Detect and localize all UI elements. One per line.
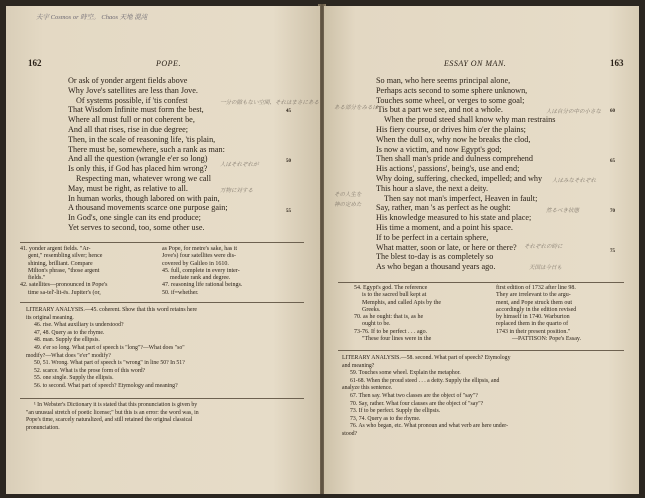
- right-literary-analysis: [342, 355, 510, 439]
- right-notes-col1: [354, 285, 441, 343]
- note-line: gent," resembling silver; hence: [28, 253, 103, 260]
- note-line: ment, and Pope struck them out: [496, 299, 572, 306]
- line-number: 75: [610, 249, 615, 254]
- verse-line: Say, rather, man 's as perfect as he ought:: [376, 203, 511, 213]
- analysis-line: 52. scarce. What is the prose form of this word?: [34, 367, 146, 374]
- note-line: time sa-tel'-lit-ës. Jupiter's (or,: [28, 289, 101, 296]
- analysis-line: 48. man. Supply the ellipsis.: [34, 337, 100, 344]
- note-line: Milton's phrase, "those argent: [28, 267, 100, 274]
- note-line: covered by Galileo in 1610.: [162, 260, 229, 267]
- verse-line: Respecting man, whatever wrong we call: [76, 173, 212, 183]
- margin-pencil-note: 神の定めた: [334, 202, 362, 208]
- verse-line: Why Jove's satellites are less than Jove.: [68, 85, 198, 95]
- footnote-line: ¹ In Webster's Dictionary it is stated that this pronunciation is given by: [34, 402, 198, 408]
- note-line: 45. full, complete in every inter-: [162, 267, 240, 274]
- right-running-head: ESSAY ON MAN.: [444, 59, 507, 68]
- line-number: 50: [286, 159, 291, 164]
- verse-line: Yet serves to second, too, some other use.: [68, 222, 205, 232]
- margin-pencil-note: それぞれの時に: [524, 244, 563, 250]
- verse-line: So man, who here seems principal alone,: [376, 76, 511, 85]
- line-number: 55: [286, 209, 291, 214]
- note-line: by himself in 1740. Warburton: [496, 314, 570, 321]
- line-number: 45: [286, 109, 291, 114]
- note-line: shining, brilliant. Compare: [28, 260, 93, 267]
- analysis-line: 55. one single. Supply the ellipsis.: [34, 375, 114, 382]
- verse-line: Is now a victim, and now Egypt's god;: [376, 144, 502, 154]
- top-pencil-annotation: 夫宇 Cosmos or 時空。 Chaos 天地 混沌: [36, 14, 148, 21]
- analysis-line: 67. Then say. What two classes are the object of "say"?: [350, 392, 478, 399]
- note-line: 41. yonder argent fields. "Ar-: [20, 246, 91, 252]
- divider: [20, 398, 304, 399]
- note-line: 54. Egypt's god. The reference: [354, 285, 428, 291]
- left-footnote: [26, 402, 199, 432]
- verse-line: His actions', passions', being's, use and end;: [376, 164, 520, 174]
- verse-line: Touches some wheel, or verges to some goal;: [376, 95, 525, 105]
- footnote-line: pronunciation.: [26, 424, 60, 431]
- left-literary-analysis: [26, 307, 197, 391]
- margin-pencil-note: 一分の隙もない空間、それはまさにある: [220, 100, 320, 106]
- analysis-line: 70. Say, rather. What four clauses are the object of "say"?: [350, 400, 484, 407]
- margin-pencil-note: ある部分をみるは: [334, 105, 379, 111]
- verse-line: His fiery course, or drives him o'er the plains;: [376, 124, 526, 134]
- left-running-head: POPE.: [156, 59, 181, 68]
- left-verse-block: [68, 76, 228, 233]
- analysis-line: 56. to second. What part of speech? Etymology and meaning?: [34, 382, 178, 389]
- verse-line: The blest to-day is as completely so: [376, 252, 494, 262]
- left-notes-col2: [162, 246, 242, 297]
- analysis-line: 73. If to be perfect. Supply the ellipsis.: [350, 408, 441, 415]
- line-number: 60: [610, 109, 615, 114]
- note-line: 42. satellites—pronounced in Pope's: [20, 282, 108, 289]
- verse-line: In God's, one single can its end produce;: [68, 213, 201, 223]
- verse-line: Why doing, suffering, checked, impelled; and why: [376, 173, 543, 183]
- divider: [20, 302, 304, 303]
- note-line: Memphis, and called Apis by the: [362, 299, 441, 306]
- footnote-line: Pope's time, scarcely naturalized, and still retained the original classical: [26, 417, 193, 424]
- right-page: [324, 6, 639, 494]
- footnote-line: "an unusual stretch of poetic license;" but this is an error: the word was, in: [26, 409, 199, 416]
- divider: [338, 282, 624, 283]
- note-line: Jove's) four satellites were dis-: [162, 253, 237, 260]
- analysis-line: LITERARY ANALYSIS.—58. second. What part of speech? Etymology: [342, 355, 511, 361]
- note-line: 73-76. If to be perfect . . . ago.: [354, 328, 428, 335]
- verse-line: Is only this, if God has placed him wrong?: [68, 164, 208, 174]
- verse-line: This hour a slave, the next a deity.: [376, 183, 489, 193]
- verse-line: What matter, soon or late, or here or there?: [376, 242, 517, 252]
- analysis-line: 59. Touches some wheel. Explain the metaphor.: [350, 370, 461, 377]
- verse-line: His time a moment, and a point his space.: [376, 222, 513, 232]
- note-line: accordingly in the edition revised: [496, 306, 577, 313]
- analysis-line: 49. e'er so long. What part of speech is "long"?—What does "so": [34, 344, 185, 351]
- margin-pencil-note: 天国は今日も: [529, 265, 563, 271]
- verse-line: In human works, though labored on with pain,: [68, 193, 220, 203]
- note-line: is to the sacred bull kept at: [362, 292, 427, 299]
- left-notes-col1: [20, 246, 107, 297]
- margin-pencil-note: 人は自分の中の小さな: [546, 109, 602, 115]
- note-line: —PATTISON: Pope's Essay.: [512, 336, 581, 343]
- analysis-line: stood?: [342, 430, 358, 437]
- left-page-number: 162: [28, 58, 42, 68]
- divider: [338, 350, 624, 351]
- analysis-line: 46. rise. What auxiliary is understood?: [34, 322, 124, 329]
- verse-line: A thousand movements scarce one purpose gain;: [68, 203, 228, 213]
- verse-line: 'Tis but a part we see, and not a whole.: [376, 105, 503, 115]
- analysis-line: 73, 74. Query as to the rhyme.: [350, 415, 421, 422]
- note-line: 70. as he ought: that is, as he: [354, 314, 424, 321]
- verse-line: Perhaps acts second to some sphere unknown,: [376, 85, 528, 95]
- line-number: 70: [610, 209, 615, 214]
- verse-line: If to be perfect in a certain sphere,: [376, 232, 489, 242]
- analysis-line: its original meaning.: [26, 314, 74, 321]
- note-line: 1743 in their present position.": [496, 328, 571, 335]
- verse-line: His knowledge measured to his state and place;: [376, 213, 532, 223]
- note-line: mediate rank and degree.: [170, 275, 231, 282]
- analysis-line: modify?—What does "e'er" modify?: [26, 352, 111, 359]
- verse-line: Or ask of yonder argent fields above: [68, 76, 188, 85]
- right-notes-col2: [496, 285, 581, 343]
- analysis-line: 76. As who began, etc. What pronoun and what verb are here under-: [350, 423, 509, 430]
- note-line: replaced them in the quarto of: [496, 321, 569, 328]
- verse-line: Then, in the scale of reasoning life, 'tis plain,: [68, 134, 216, 144]
- verse-line: As who began a thousand years ago.: [376, 262, 496, 272]
- verse-line: And all the question (wrangle e'er so long): [68, 154, 208, 164]
- analysis-line: 47, 48. Query as to the rhyme.: [34, 329, 105, 336]
- verse-line: That Wisdom Infinite must form the best,: [68, 105, 204, 115]
- note-line: 47. reasoning life rational beings.: [162, 282, 243, 289]
- note-line: 50. if=whether.: [162, 289, 199, 296]
- margin-pencil-note: 然るべき状態: [546, 208, 580, 214]
- verse-line: When the proud steed shall know why man restrains: [384, 115, 556, 125]
- note-line: ought to be.: [362, 321, 391, 328]
- analysis-line: analyze this sentence.: [342, 385, 393, 392]
- margin-pencil-note: 万物に対する: [220, 188, 254, 194]
- verse-line: Then say not man's imperfect, Heaven in fault;: [384, 193, 538, 203]
- note-line: as Pope, for metre's sake, has it: [162, 246, 238, 252]
- note-line: They are irrelevant to the argu-: [496, 292, 571, 299]
- margin-pencil-note: その人生を: [334, 192, 362, 198]
- verse-line: May, must be right, as relative to all.: [68, 183, 188, 193]
- analysis-line: and meaning?: [342, 362, 375, 369]
- verse-line: There must be, somewhere, such a rank as man:: [68, 144, 225, 154]
- line-number: 65: [610, 159, 615, 164]
- note-line: Greeks.: [362, 306, 381, 313]
- margin-pencil-note: 人はみなそれぞれ: [552, 178, 597, 184]
- verse-line: Then shall man's pride and dulness comprehend: [376, 154, 533, 164]
- verse-line: When the dull ox, why now he breaks the clod,: [376, 134, 531, 144]
- divider: [20, 242, 304, 243]
- analysis-line: LITERARY ANALYSIS.—45. coherent. Show that this word retains here: [26, 307, 197, 313]
- note-line: first edition of 1732 after line 98.: [496, 285, 576, 291]
- verse-line: Where all must full or not coherent be,: [68, 115, 195, 125]
- verse-line: Of systems possible, if 'tis confest: [76, 95, 188, 105]
- left-page: [6, 6, 320, 494]
- margin-pencil-note: 人はそれぞれが: [220, 162, 259, 168]
- analysis-line: 61-68. When the proud steed . . . a deity. Supply the ellipsis, and: [350, 377, 500, 384]
- analysis-line: 50, 51. Wrong. What part of speech is "wrong" in line 50? In 51?: [34, 360, 185, 367]
- note-line: "These four lines were in the: [362, 336, 432, 343]
- right-page-number: 163: [610, 58, 624, 68]
- note-line: fields.": [28, 275, 46, 282]
- verse-line: And all that rises, rise in due degree;: [68, 124, 189, 134]
